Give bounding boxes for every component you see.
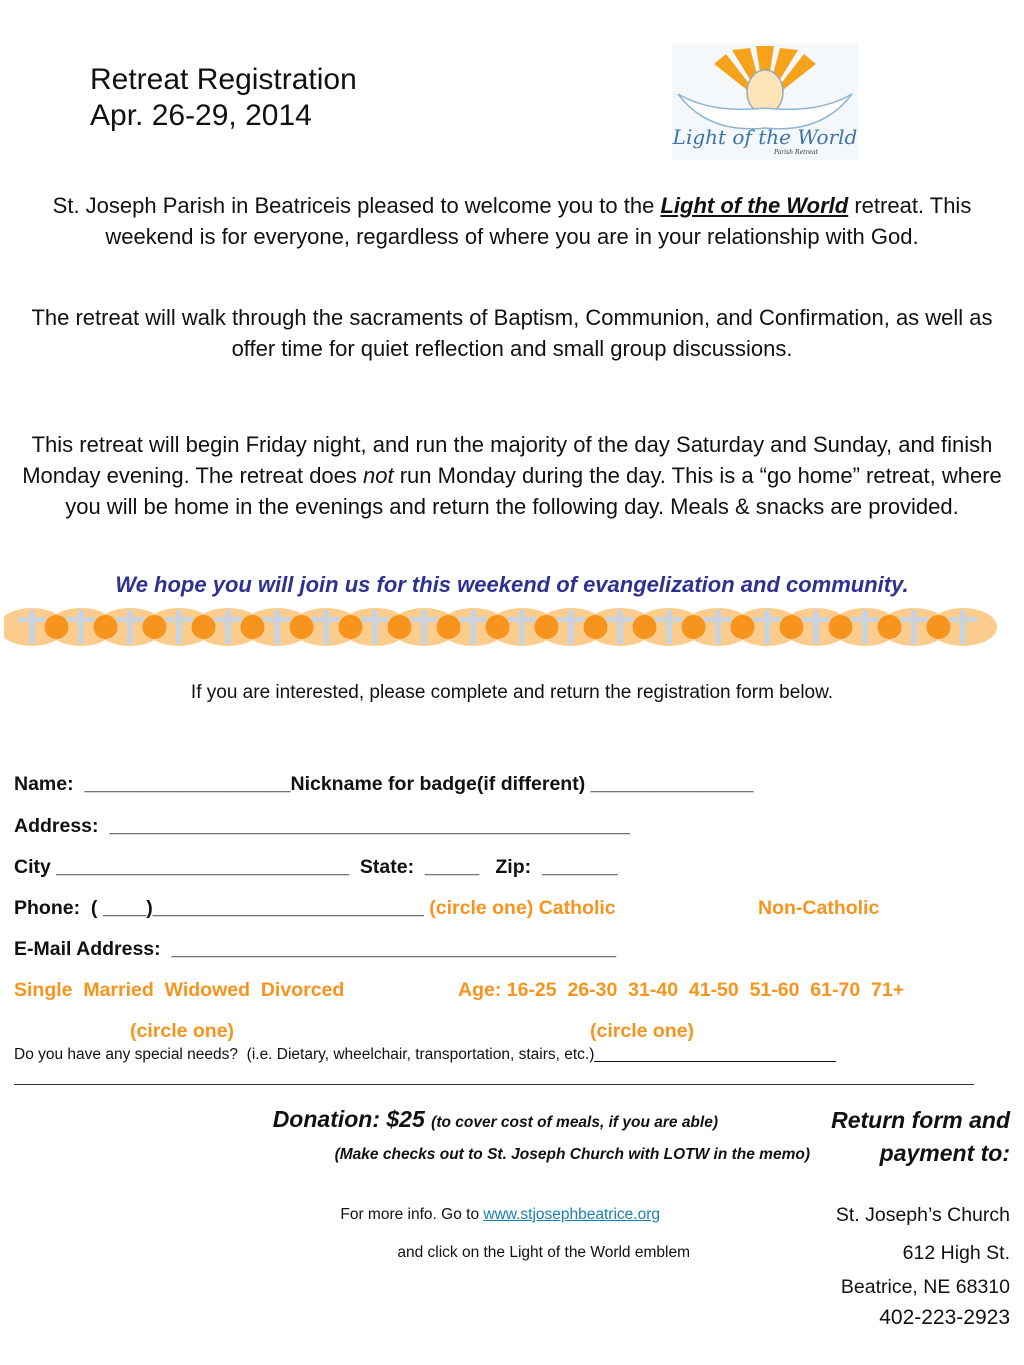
city-state-zip-field[interactable]: City ___________________________ State: _____ Zip: _______: [14, 856, 618, 878]
intro-paragraph-2: The retreat will walk through the sacraments of Baptism, Communion, and Confirmation, as well as offer time for quiet reflection and small group discussions.: [31, 305, 993, 361]
street-address: 612 High St.: [902, 1242, 1010, 1264]
return-heading: Return form and payment to:: [831, 1107, 1010, 1166]
light-of-the-world-logo[interactable]: [672, 44, 858, 160]
donation-text: Donation: $25 (to cover cost of meals, if you are able): [272, 1106, 718, 1132]
city-address: Beatrice, NE 68310: [840, 1276, 1010, 1298]
divider-line: [14, 1084, 974, 1085]
faith-option-non-catholic[interactable]: Non-Catholic: [758, 897, 880, 919]
instructions-text: If you are interested, please complete and return the registration form below.: [190, 682, 834, 703]
intro-paragraph-3: This retreat will begin Friday night, and run the majority of the day Saturday and Sunday, and finish Monday evening. The retreat does not run Monday during the day. This is a “go home” retreat, where you will be home in the evenings and return the following day. Meals & snacks are provided.: [22, 432, 1002, 519]
special-needs-field[interactable]: Do you have any special needs? (i.e. Dietary, wheelchair, transportation, stairs, etc.)____________________________: [14, 1046, 836, 1063]
website-link[interactable]: www.stjosephbeatrice.org: [483, 1206, 660, 1223]
retreat-name: Light of the World: [660, 193, 849, 218]
circle-one-label-age: (circle one): [590, 1020, 695, 1042]
intro-paragraph-1: St. Joseph Parish in Beatriceis pleased to welcome you to the Light of the World retreat. This weekend is for everyone, regardless of where you are in your relationship with God.: [52, 193, 972, 249]
age-options[interactable]: Age: 16-25 26-30 31-40 41-50 51-60 61-70 71+: [458, 979, 905, 1001]
logo-subtext: Parish Retreat: [774, 149, 818, 156]
phone-field[interactable]: Phone: ( ____)_________________________ (circle one) Catholic: [14, 897, 616, 919]
more-info-text: For more info. Go to www.stjosephbeatrice.org: [340, 1206, 660, 1223]
checks-note: (Make checks out to St. Joseph Church with LOTW in the memo): [334, 1146, 810, 1163]
logo-text: Light of the World: [672, 125, 858, 149]
email-field[interactable]: E-Mail Address: _________________________________________: [14, 938, 617, 960]
marital-status-options[interactable]: Single Married Widowed Divorced: [14, 979, 345, 1001]
church-name: St. Joseph’s Church: [835, 1204, 1010, 1226]
page-title: [90, 62, 357, 134]
church-phone: 402-223-2923: [879, 1306, 1010, 1329]
decorative-border: [4, 604, 1016, 650]
invitation-text: We hope you will join us for this weekend of evangelization and community.: [115, 572, 909, 597]
name-field[interactable]: Name: ___________________Nickname for badge(if different) _______________: [14, 773, 754, 795]
address-field[interactable]: Address: ________________________________________________: [14, 815, 630, 837]
title-line-1: Retreat Registration: [90, 63, 357, 96]
emblem-instruction: and click on the Light of the World emblem: [397, 1244, 690, 1261]
circle-one-label-status: (circle one): [130, 1020, 235, 1042]
title-line-2: Apr. 26-29, 2014: [90, 99, 312, 132]
faith-option-catholic[interactable]: (circle one) Catholic: [429, 897, 616, 919]
